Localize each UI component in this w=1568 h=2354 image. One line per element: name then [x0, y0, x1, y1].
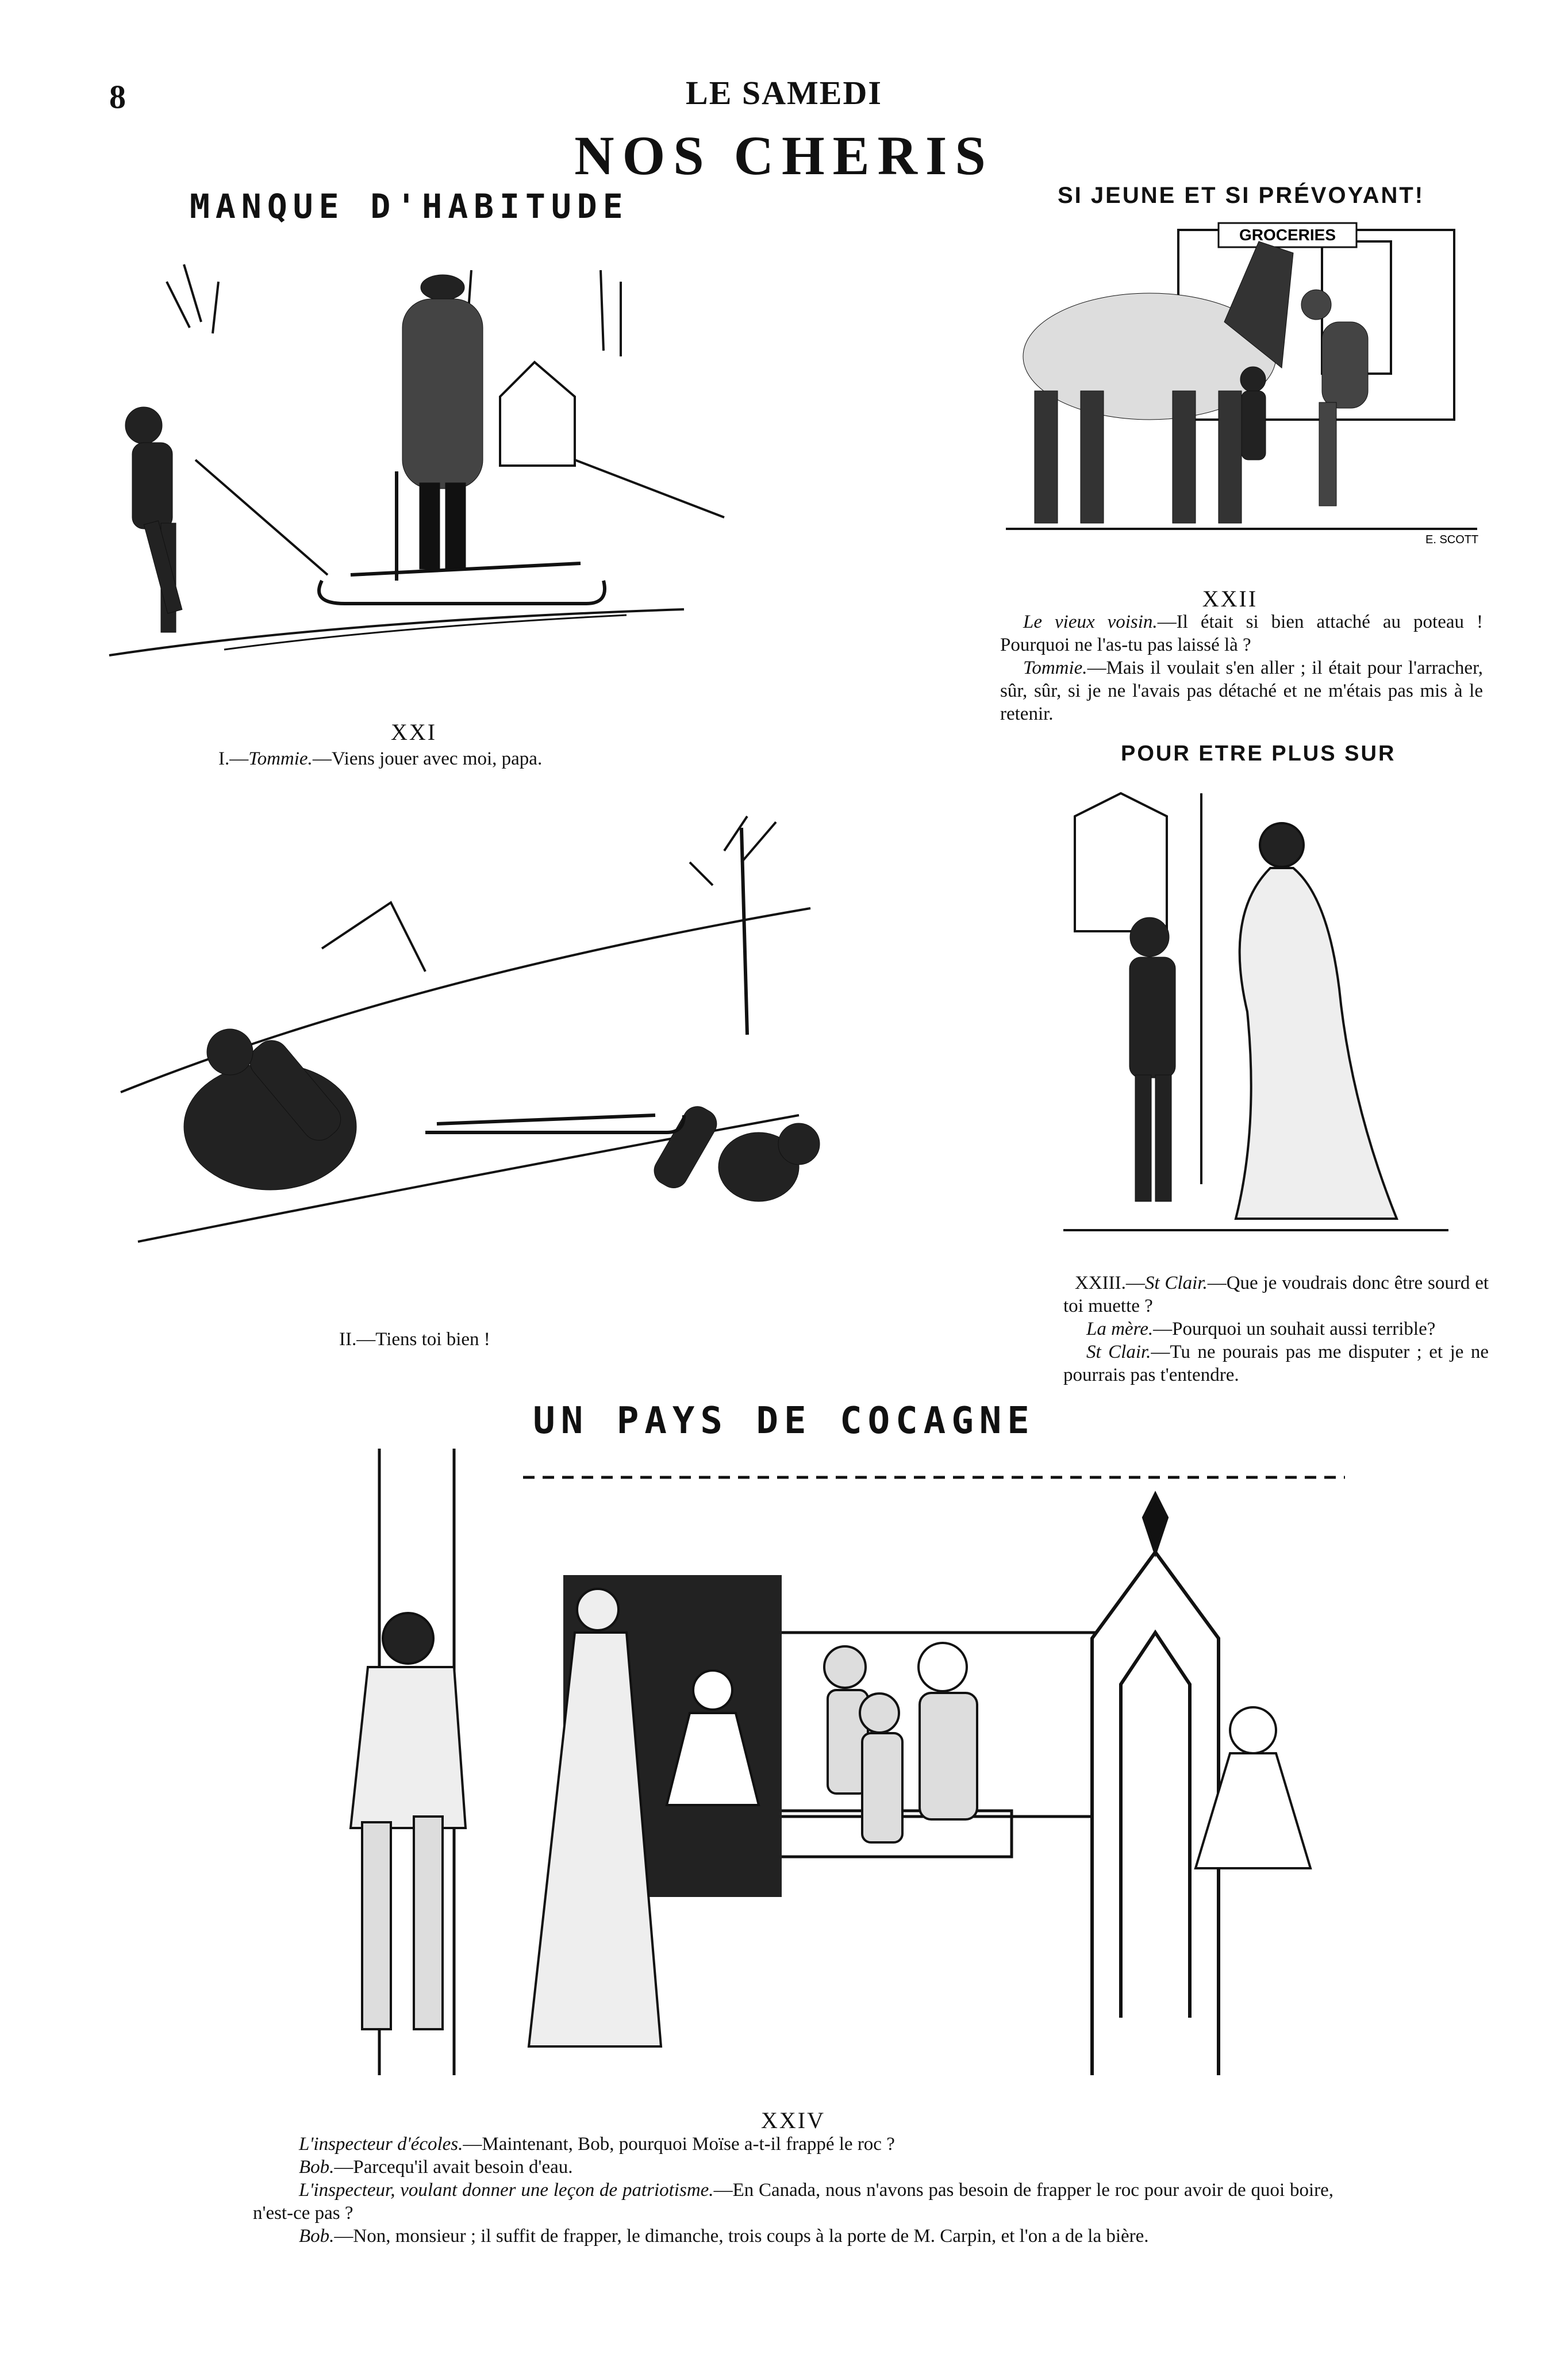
caption-xxii: [1000, 610, 1483, 725]
child-figure: [125, 407, 182, 632]
caption-xxiv-line1: [253, 2133, 1333, 2156]
caption-xxiv-text4: —Non, monsieur ; il suffit de frapper, le dimanche, trois coups à la porte de M. Carpin, et l'on a de la bière.: [334, 2226, 1149, 2247]
caption-xxiv-text1: —Maintenant, Bob, pourquoi Moïse a-t-il frappé le roc ?: [463, 2134, 895, 2155]
caption-xxi-text: —Viens jouer avec moi, papa.: [312, 748, 543, 769]
caption-xxiii-speaker3: St Clair.: [1086, 1342, 1151, 1362]
newspaper-header: LE SAMEDI: [686, 74, 882, 112]
caption-xxiv-text3: —En Canada, nous n'avons pas besoin de frapper le roc pour avoir de quoi boire, n'est-ce pas ?: [253, 2180, 1333, 2224]
mother-figure: [1236, 823, 1397, 1219]
caption-xxiv-speaker1: L'inspecteur d'écoles.: [299, 2134, 463, 2155]
caption-xxiv-speaker3: L'inspecteur, voulant donner une leçon de patriotisme.: [299, 2180, 714, 2201]
caption-xxiii-speaker2: La mère.: [1086, 1319, 1154, 1339]
caption-xxiv-numeral: XXIV: [761, 2107, 825, 2133]
old-neighbour: [1301, 290, 1368, 506]
caption-xxiii-text2: —Pourquoi un souhait aussi terrible?: [1153, 1319, 1436, 1339]
caption-xxiii-line2: [1063, 1318, 1489, 1341]
caption-xxii-numeral: XXII: [1202, 586, 1258, 612]
illustration-church: [276, 1443, 1356, 2087]
caption-xxii-line2: [1000, 656, 1483, 725]
caption-xxii-line1: [1000, 610, 1483, 656]
caption-xxi-numeral: XXI: [390, 719, 437, 745]
sled: [195, 460, 605, 604]
illustration-horse: [1000, 218, 1483, 575]
caption-xxiv-speaker2: Bob.: [299, 2157, 335, 2178]
inspector-figure: [351, 1613, 466, 2029]
caption-xxi-prefix: I.—: [218, 748, 249, 769]
caption-xxiv-speaker4: Bob.: [299, 2226, 335, 2247]
sled-fallen: [425, 1115, 684, 1132]
boy-figure: [1129, 917, 1175, 1201]
caption-xxiii-speaker1: St Clair.: [1144, 1273, 1208, 1293]
illustration-boy-mother: [1052, 782, 1454, 1253]
caption-xxiv-text2: —Parcequ'il avait besoin d'eau.: [334, 2157, 573, 2178]
shop-sign: GROCERIES: [1239, 226, 1336, 244]
illustration-sled-father: [98, 253, 741, 707]
caption-xxiv-line4: [253, 2225, 1333, 2248]
caption-xxiii-numeral: XXIII.—: [1075, 1273, 1145, 1293]
section-title-pays: UN PAYS DE COCAGNE: [533, 1400, 1035, 1442]
caption-xxiii-line3: [1063, 1341, 1489, 1387]
section-title-manque: MANQUE D'HABITUDE: [190, 187, 629, 226]
fallen-father: [184, 1029, 356, 1190]
father-figure: [397, 275, 483, 581]
caption-xxiii: [1063, 1272, 1489, 1387]
gothic-pew-end: [1092, 1495, 1219, 2075]
caption-xxii-speaker1: Le vieux voisin.: [1023, 612, 1158, 632]
caption-xxiii-text1: —Que je voudrais donc être sourd et toi muette ?: [1063, 1273, 1489, 1316]
caption-xxiv-line3: [253, 2179, 1333, 2225]
illustration-fall: [103, 805, 851, 1265]
caption-xxi: [218, 747, 542, 770]
caption-xxiii-text3: —Tu ne pourais pas me disputer ; et je ne pourrais pas t'entendre.: [1063, 1342, 1489, 1385]
caption-xxiii-line1: [1063, 1272, 1489, 1318]
caption-xxiv: [253, 2133, 1333, 2248]
section-title-pour-etre: POUR ETRE PLUS SUR: [1121, 742, 1396, 766]
caption-ii: II.—Tiens toi bien !: [339, 1329, 490, 1350]
caption-xxi-speaker: Tommie.: [248, 748, 313, 769]
caption-xxiv-line2: [253, 2156, 1333, 2179]
child-with-horse: [1240, 367, 1266, 460]
signature-xxii: E. SCOTT: [1425, 533, 1479, 546]
page-title: NOS CHERIS: [574, 125, 994, 186]
caption-xxii-text2: —Mais il voulait s'en aller ; il était pour l'arracher, sûr, sûr, si je ne l'avais pas détaché et ne m'étais pas mis à le retenir.: [1000, 658, 1483, 724]
section-title-si-jeune: SI JEUNE ET SI PRÉVOYANT!: [1058, 183, 1425, 208]
caption-xxii-text1: —Il était si bien attaché au poteau ! Pourquoi ne l'as-tu pas laissé là ?: [1000, 612, 1483, 655]
caption-xxii-speaker2: Tommie.: [1023, 658, 1087, 678]
page-number: 8: [109, 78, 126, 116]
